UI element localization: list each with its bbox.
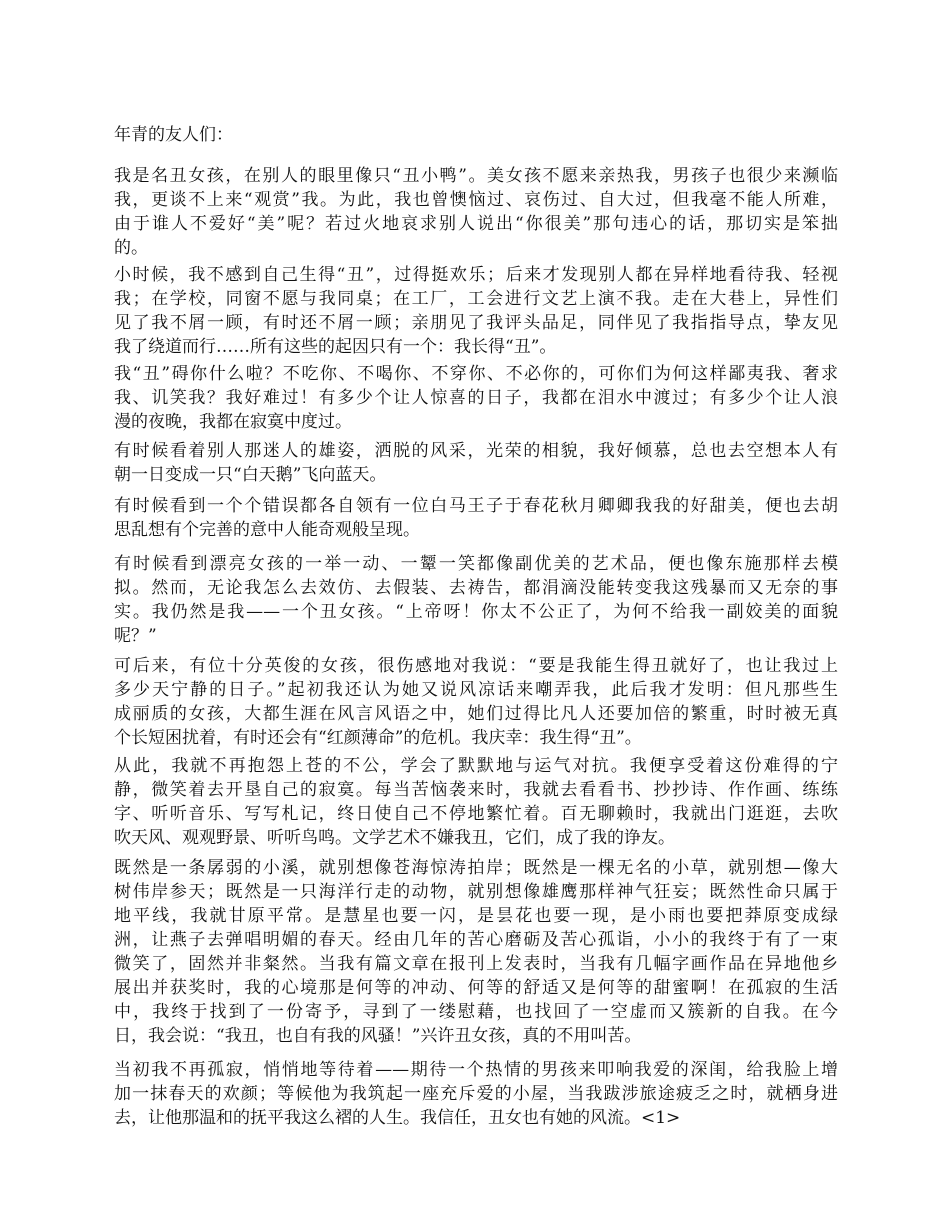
paragraph-line: 字、听听音乐、写写札记，终日使自己不停地繁忙着。百无聊赖时，我就出门逛逛，去吹	[114, 804, 838, 824]
paragraph-line: 思乱想有个完善的意中人能奇观般呈现。	[114, 520, 420, 540]
paragraph-7	[114, 654, 838, 750]
paragraph-line: 有时候看到漂亮女孩的一举一动、一颦一笑都像副优美的艺术品，便也像东施那样去模	[114, 554, 838, 574]
paragraph-line: 个长短困扰着，有时还会有“红颜薄命”的危机。我庆幸：我生得“丑”。	[114, 728, 642, 748]
paragraph-line: 展出并获奖时，我的心境那是何等的冲动、何等的舒适又是何等的甜蜜啊！在孤寂的生活	[114, 978, 838, 998]
paragraph-2	[114, 263, 838, 359]
paragraph-9	[114, 856, 838, 1048]
paragraph-line: 可后来，有位十分英俊的女孩，很伤感地对我说：“要是我能生得丑就好了，也让我过上	[114, 656, 838, 676]
paragraph-line: 漫的夜晚，我都在寂寞中度过。	[114, 412, 352, 432]
greeting-line: 年青的友人们：	[114, 125, 233, 145]
paragraph-line: 从此，我就不再抱怨上苍的不公，学会了默默地与运气对抗。我便享受着这份难得的宁	[114, 756, 838, 776]
paragraph-line: 我是名丑女孩，在别人的眼里像只“丑小鸭”。美女孩不愿来亲热我，男孩子也很少来濒临	[114, 166, 838, 186]
paragraph-line: 我、讥笑我？我好难过！有多少个让人惊喜的日子，我都在泪水中渡过；有多少个让人浪	[114, 388, 838, 408]
paragraph-5	[114, 494, 838, 542]
paragraph-line: 洲，让燕子去弹唱明媚的春天。经由几年的苦心磨砺及苦心孤诣，小小的我终于有了一束	[114, 930, 838, 950]
paragraph-line: 我，更谈不上来“观赏”我。为此，我也曾懊恼过、哀伤过、自大过，但我毫不能人所难，	[114, 190, 838, 210]
paragraph-line: 我；在学校，同窗不愿与我同桌；在工厂，工会进行文艺上演不我。走在大巷上，异性们	[114, 289, 838, 309]
paragraph-1	[114, 164, 838, 260]
paragraph-line: 呢？”	[114, 626, 157, 646]
paragraph-line: 既然是一条孱弱的小溪，就别想像苍海惊涛拍岸；既然是一棵无名的小草，就别想—像大	[114, 858, 838, 878]
paragraph-line: 树伟岸参天；既然是一只海洋行走的动物，就别想像雄鹰那样神气狂妄；既然性命只属于	[114, 882, 838, 902]
paragraph-line: 小时候，我不感到自己生得“丑”，过得挺欢乐；后来才发现别人都在异样地看待我、轻视	[114, 265, 838, 285]
paragraph-4	[114, 439, 838, 487]
paragraph-10	[114, 1058, 838, 1130]
paragraph-8	[114, 754, 838, 850]
paragraph-line: 中，我终于找到了一份寄予，寻到了一缕慰藉，也找回了一空虚而又簇新的自我。在今	[114, 1002, 838, 1022]
paragraph-line: 有时候看到一个个错误都各自领有一位白马王子于春花秋月卿卿我我的好甜美，便也去胡	[114, 496, 838, 516]
paragraph-line: 实。我仍然是我——一个丑女孩。“上帝呀！你太不公正了，为何不给我一副姣美的面貌	[114, 602, 838, 622]
paragraph-line: 地平线，我就甘原平常。是慧星也要一闪，是昙花也要一现，是小雨也要把莽原变成绿	[114, 906, 838, 926]
paragraph-line: 朝一日变成一只“白天鹅”飞向蓝天。	[114, 465, 387, 485]
paragraph-line: 有时候看着别人那迷人的雄姿，洒脱的风采，光荣的相貌，我好倾慕，总也去空想本人有	[114, 441, 838, 461]
paragraph-line: 微笑了，固然并非粲然。当我有篇文章在报刊上发表时，当我有几幅字画作品在异地他乡	[114, 954, 838, 974]
paragraph-line: 见了我不屑一顾，有时还不屑一顾；亲朋见了我评头品足，同伴见了我指指导点，挚友见	[114, 313, 838, 333]
paragraph-line: 我“丑”碍你什么啦？不吃你、不喝你、不穿你、不必你的，可你们为何这样鄙夷我、奢求	[114, 364, 838, 384]
paragraph-line: 拟。然而，无论我怎么去效仿、去假装、去祷告，都涓滴没能转变我这残暴而又无奈的事	[114, 578, 838, 598]
paragraph-line: 由于谁人不爱好“美”呢？若过火地哀求别人说出“你很美”那句违心的话，那切实是笨拙	[114, 214, 838, 234]
paragraph-line: 去，让他那温和的抚平我这么褶的人生。我信任，丑女也有她的风流。<1>	[114, 1108, 681, 1128]
paragraph-line: 吹天风、观观野景、听听鸟鸣。文学艺术不嫌我丑，它们，成了我的诤友。	[114, 828, 675, 848]
paragraph-6	[114, 552, 838, 648]
paragraph-line: 当初我不再孤寂，悄悄地等待着——期待一个热情的男孩来叩响我爱的深闺，给我脸上增	[114, 1060, 838, 1080]
paragraph-line: 多少天宁静的日子。”起初我还认为她又说风凉话来嘲弄我，此后我才发明：但凡那些生	[114, 680, 838, 700]
paragraph-line: 成丽质的女孩，大都生涯在风言风语之中，她们过得比凡人还要加倍的繁重，时时被无真	[114, 704, 838, 724]
paragraph-line: 我了绕道而行……所有这些的起因只有一个：我长得“丑”。	[114, 337, 557, 357]
paragraph-line: 的。	[114, 238, 148, 258]
paragraph-line: 静，微笑着去开垦自己的寂寞。每当苦恼袭来时，我就去看看书、抄抄诗、作作画、练练	[114, 780, 838, 800]
paragraph-line: 加一抹春天的欢颜；等候他为我筑起一座充斥爱的小屋，当我跋涉旅途疲乏之时，就栖身进	[114, 1084, 838, 1104]
paragraph-3	[114, 362, 838, 434]
paragraph-line: 日，我会说：“我丑，也自有我的风骚！”兴许丑女孩，真的不用叫苦。	[114, 1026, 642, 1046]
